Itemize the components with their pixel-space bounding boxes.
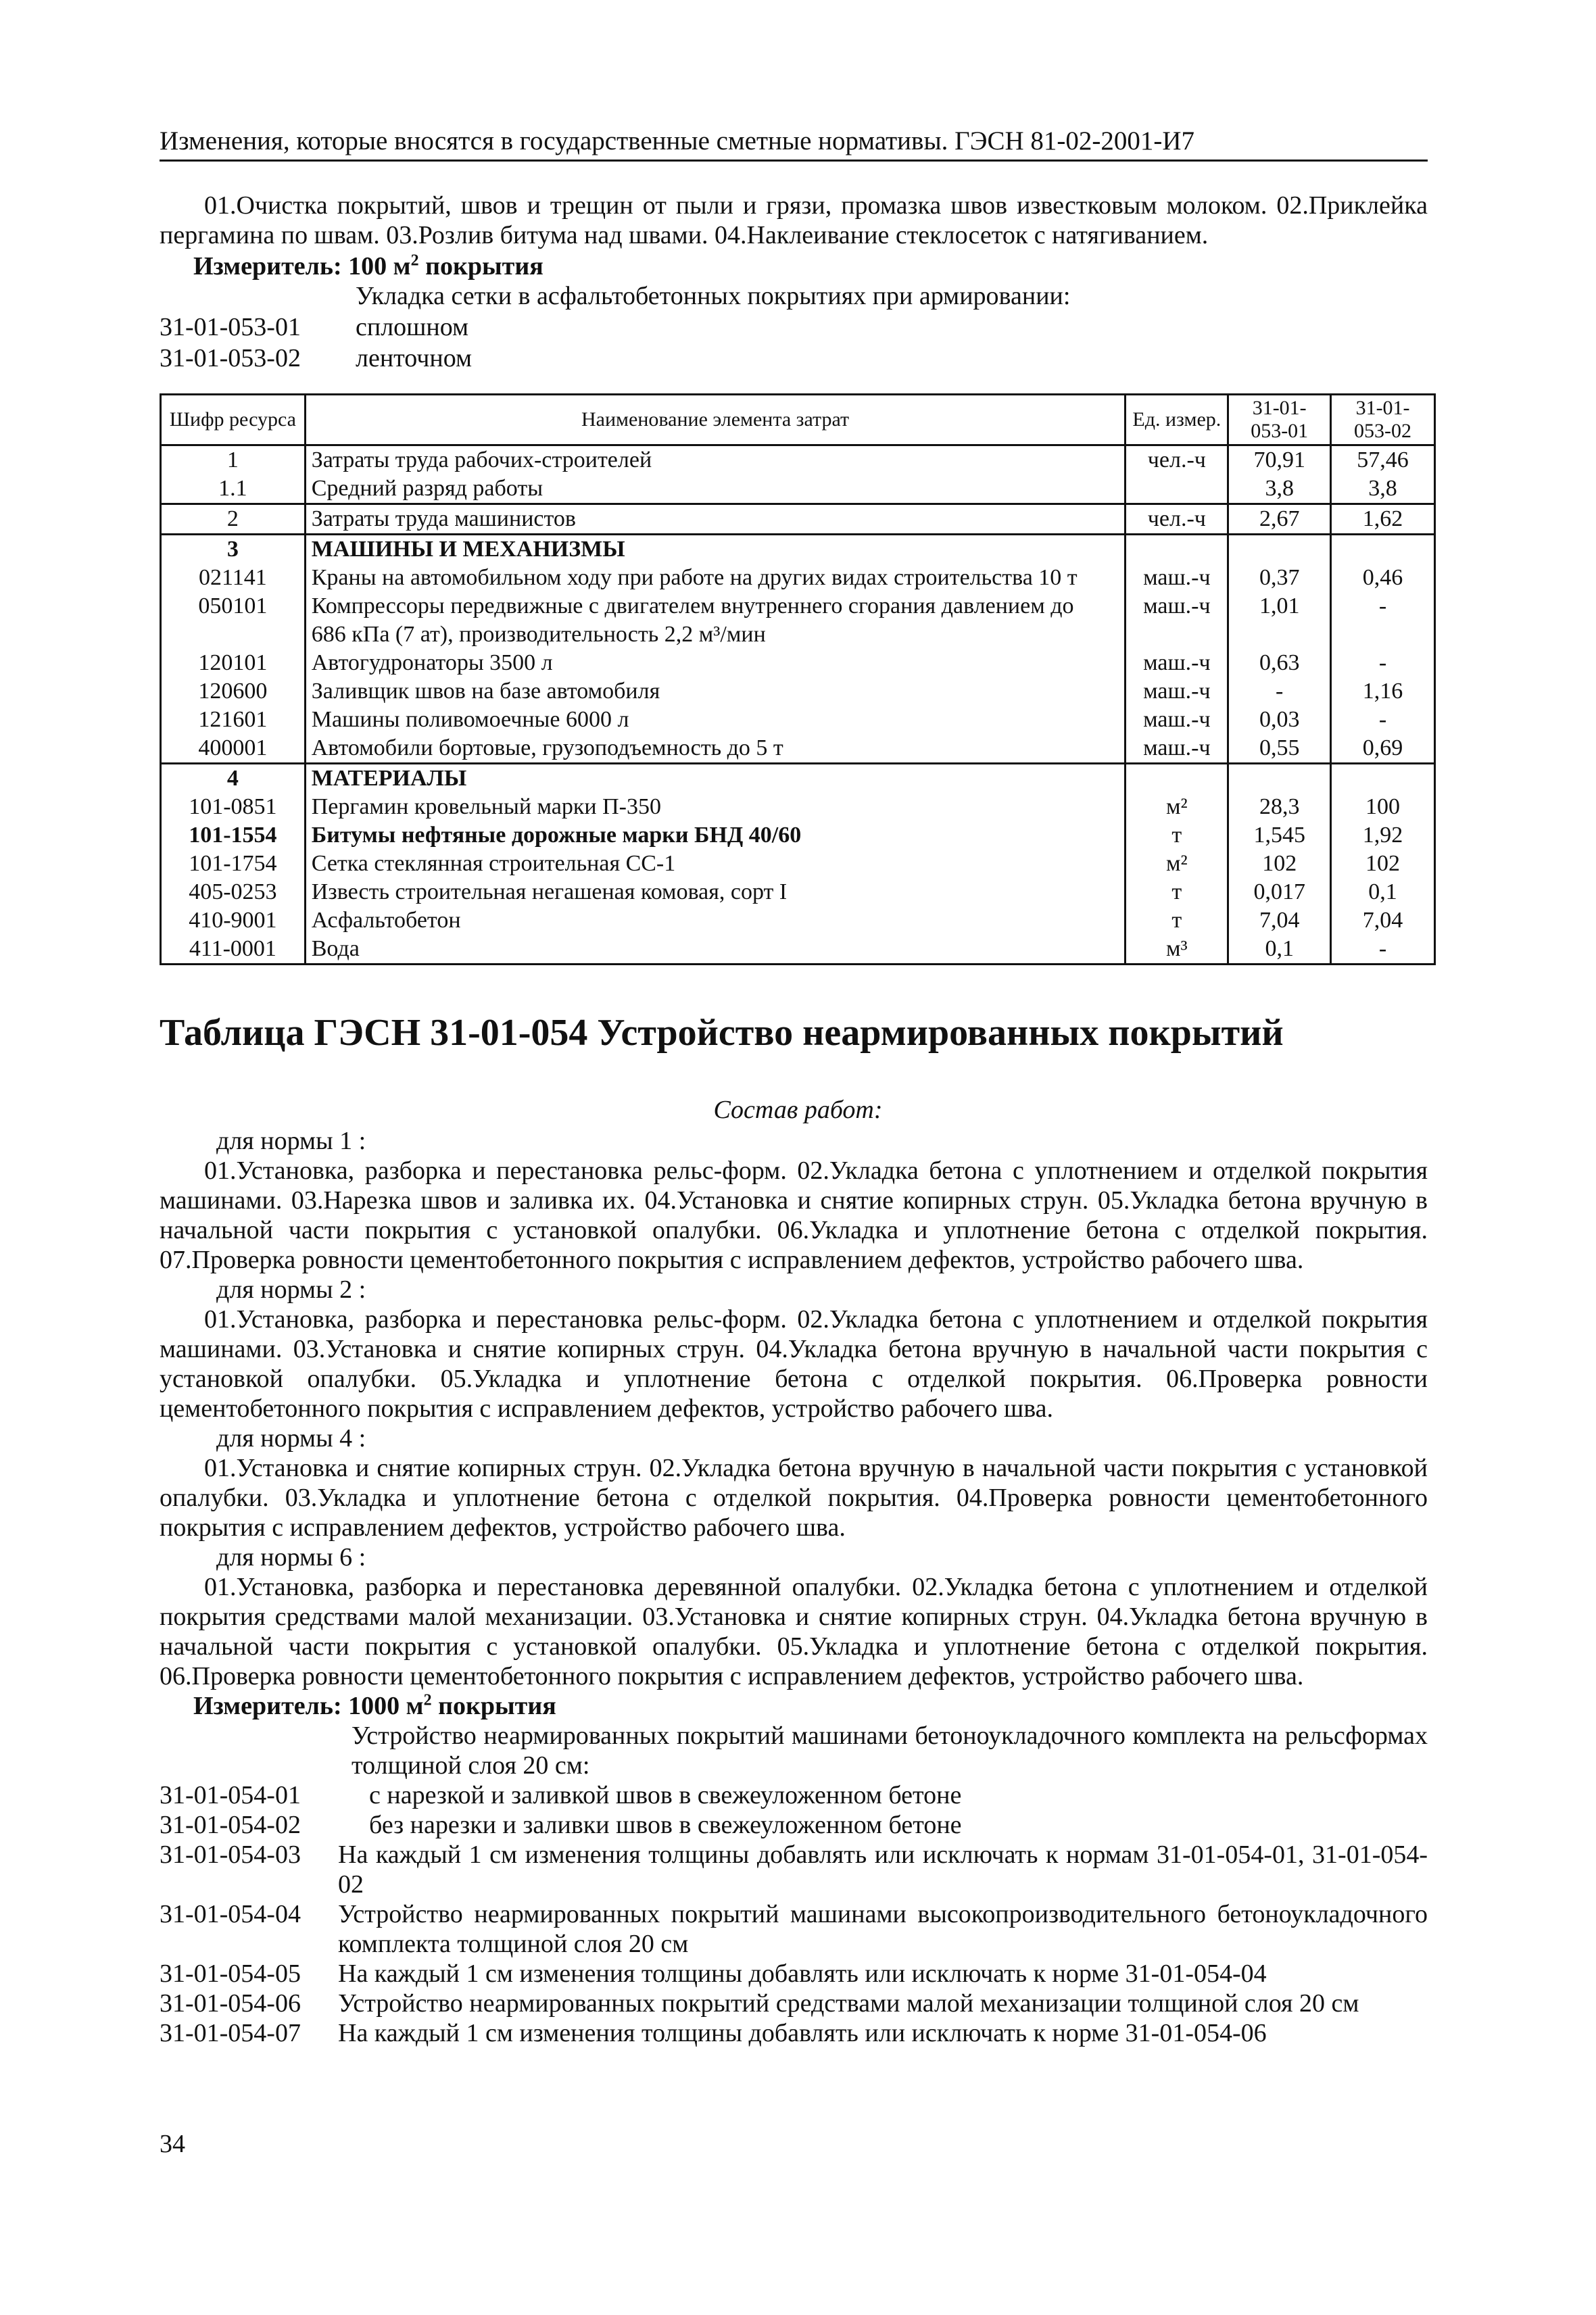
code-row	[160, 1810, 1428, 1840]
cell-value-1: 3,8	[1228, 474, 1331, 504]
code-row	[160, 312, 468, 342]
measure-value: 1000 м	[348, 1692, 424, 1720]
table-body	[161, 445, 1435, 965]
table-row	[161, 935, 1435, 965]
cell-value-2: -	[1331, 592, 1435, 620]
table-row	[161, 706, 1435, 734]
measure-rest: покрытия	[418, 252, 543, 281]
cell-unit: маш.-ч	[1126, 649, 1228, 677]
table-row	[161, 564, 1435, 592]
cell-value-1: 28,3	[1228, 793, 1331, 821]
cell-value-1: 102	[1228, 850, 1331, 878]
code: 31-01-054-05	[160, 1959, 301, 1988]
cell-name: Заливщик швов на базе автомобиля	[305, 677, 1126, 706]
cell-value-1: 1,545	[1228, 821, 1331, 850]
cell-value-2: 57,46	[1331, 445, 1435, 475]
group-title-1: Укладка сетки в асфальтобетонных покрытиях при армировании:	[356, 282, 1071, 310]
cell-value-1: 1,01	[1228, 592, 1331, 620]
cell-code: 101-0851	[161, 793, 306, 821]
cell-unit: м²	[1126, 850, 1228, 878]
cell-code: 101-1554	[161, 821, 306, 850]
cell-value-1	[1228, 620, 1331, 649]
cell-name: Известь строительная негашеная комовая, сорт I	[305, 878, 1126, 906]
norm-text: 01.Установка, разборка и перестановка рельс-форм. 02.Укладка бетона с уплотнением и отделкой покрытия машинами. 03.Установка и снятие копирных струн. 04.Укладка бетона вручную в начальной части покрытия с установкой опалубки. 05.Укладка и уплотнение бетона с отделкой покрытия. 06.Проверка ровности цементобетонного покрытия с исправлением дефектов, устройство рабочего шва.	[160, 1305, 1428, 1423]
measure-rest: покрытия	[431, 1692, 556, 1720]
cell-value-2: 3,8	[1331, 474, 1435, 504]
cell-value-1	[1228, 535, 1331, 564]
cell-unit: т	[1126, 878, 1228, 906]
code: 31-01-054-02	[160, 1811, 301, 1839]
code: 31-01-054-04	[160, 1900, 301, 1928]
cell-unit: чел.-ч	[1126, 445, 1228, 475]
cell-code: 1	[161, 445, 306, 475]
cell-code: 400001	[161, 734, 306, 764]
cell-name: Вода	[305, 935, 1126, 965]
cell-code	[161, 620, 306, 649]
table-row	[161, 793, 1435, 821]
page-number: 34	[160, 2130, 185, 2158]
cell-name: Сетка стеклянная строительная СС-1	[305, 850, 1126, 878]
cell-value-2: 100	[1331, 793, 1435, 821]
cell-name: Средний разряд работы	[305, 474, 1126, 504]
code-desc: сплошном	[356, 313, 469, 341]
norm-text: 01.Установка, разборка и перестановка деревянной опалубки. 02.Укладка бетона с уплотнением и отделкой покрытия средствами малой механизации. 03.Установка и снятие копирных струн. 04.Укладка бетона вручную в начальной части покрытия с установкой опалубки. 05.Укладка и уплотнение бетона с отделкой покрытия. 06.Проверка ровности цементобетонного покрытия с исправлением дефектов, устройство рабочего шва.	[160, 1573, 1428, 1690]
cell-code: 411-0001	[161, 935, 306, 965]
cell-name: МАШИНЫ И МЕХАНИЗМЫ	[305, 535, 1126, 564]
table-row	[161, 649, 1435, 677]
code: 31-01-054-06	[160, 1989, 301, 2018]
table-row	[161, 677, 1435, 706]
composition-title: Состав работ:	[713, 1096, 883, 1124]
cell-code: 410-9001	[161, 906, 306, 935]
cell-unit	[1126, 535, 1228, 564]
cell-name: Битумы нефтяные дорожные марки БНД 40/60	[305, 821, 1126, 850]
cell-value-2: -	[1331, 649, 1435, 677]
cell-value-1: 0,1	[1228, 935, 1331, 965]
table-row	[161, 592, 1435, 620]
cell-value-2: -	[1331, 935, 1435, 965]
cell-unit: маш.-ч	[1126, 677, 1228, 706]
table-row	[161, 535, 1435, 564]
cell-value-1: 0,55	[1228, 734, 1331, 764]
code-desc: На каждый 1 см изменения толщины добавлять или исключать к норме 31-01-054-04	[338, 1959, 1267, 1988]
cell-name: 686 кПа (7 ат), производительность 2,2 м³/мин	[305, 620, 1126, 649]
cell-code: 021141	[161, 564, 306, 592]
table-row	[161, 878, 1435, 906]
table-row	[161, 764, 1435, 794]
cell-name: Краны на автомобильном ходу при работе на других видах строительства 10 т	[305, 564, 1126, 592]
header-col1: 31-01-053-01	[1228, 395, 1331, 445]
cell-name: Пергамин кровельный марки П-350	[305, 793, 1126, 821]
code-row	[160, 1959, 1428, 1989]
code: 31-01-054-07	[160, 2019, 301, 2047]
code-desc: Устройство неармированных покрытий машинами высокопроизводительного бетоноукладочного комплекта толщиной слоя 20 см	[338, 1900, 1428, 1958]
code: 31-01-054-03	[160, 1841, 301, 1869]
cell-name: Машины поливомоечные 6000 л	[305, 706, 1126, 734]
cell-value-1: -	[1228, 677, 1331, 706]
cell-name: Компрессоры передвижные с двигателем внутреннего сгорания давлением до	[305, 592, 1126, 620]
cell-unit: чел.-ч	[1126, 504, 1228, 535]
cell-unit: м²	[1126, 793, 1228, 821]
running-header: Изменения, которые вносятся в государственные сметные нормативы. ГЭСН 81-02-2001-И7	[160, 126, 1428, 162]
cell-value-2: -	[1331, 706, 1435, 734]
measure-value: 100 м	[348, 252, 411, 281]
cell-value-2: 1,16	[1331, 677, 1435, 706]
cell-unit	[1126, 764, 1228, 794]
cell-code: 3	[161, 535, 306, 564]
cell-unit: т	[1126, 821, 1228, 850]
cell-value-1	[1228, 764, 1331, 794]
norm-text: 01.Установка и снятие копирных струн. 02.Укладка бетона вручную в начальной части покрытия с установкой опалубки. 03.Укладка и уплотнение бетона с отделкой покрытия. 04.Проверка ровности цементобетонного покрытия с исправлением дефектов, устройство рабочего шва.	[160, 1454, 1428, 1542]
code-row	[160, 1780, 1428, 1810]
cell-value-1: 70,91	[1228, 445, 1331, 475]
cell-code: 101-1754	[161, 850, 306, 878]
table-row	[161, 474, 1435, 504]
code: 31-01-054-01	[160, 1781, 301, 1809]
norm-label: для нормы 1 :	[216, 1127, 366, 1155]
code-desc: Устройство неармированных покрытий средствами малой механизации толщиной слоя 20 см	[338, 1989, 1359, 2018]
header-col2: 31-01-053-02	[1331, 395, 1435, 445]
table-row	[161, 445, 1435, 475]
cell-code: 4	[161, 764, 306, 794]
code: 31-01-053-02	[160, 344, 301, 372]
measure-sup: 2	[410, 251, 419, 270]
code-row	[160, 343, 472, 373]
cell-name: Затраты труда машинистов	[305, 504, 1126, 535]
cell-code: 2	[161, 504, 306, 535]
cell-value-1: 0,017	[1228, 878, 1331, 906]
resource-table	[160, 393, 1436, 965]
header-code: Шифр ресурса	[161, 395, 306, 445]
cell-code: 405-0253	[161, 878, 306, 906]
cell-name: Затраты труда рабочих-строителей	[305, 445, 1126, 475]
cell-unit: маш.-ч	[1126, 564, 1228, 592]
header-name: Наименование элемента затрат	[305, 395, 1126, 445]
cell-value-2: 7,04	[1331, 906, 1435, 935]
cell-name: Автогудронаторы 3500 л	[305, 649, 1126, 677]
cell-value-2: 1,92	[1331, 821, 1435, 850]
intro-paragraph: 01.Очистка покрытий, швов и трещин от пыли и грязи, промазка швов известковым молоком. 02.Приклейка пергамина по швам. 03.Розлив битума над швами. 04.Наклеивание стеклосеток с натягиванием.	[160, 191, 1428, 249]
code-desc: с нарезкой и заливкой швов в свежеуложенном бетоне	[369, 1781, 962, 1809]
measure-line-2	[160, 1691, 1428, 1721]
code: 31-01-053-01	[160, 313, 301, 341]
norm-label: для нормы 4 :	[216, 1424, 366, 1453]
table-header-row	[161, 395, 1435, 445]
cell-name: МАТЕРИАЛЫ	[305, 764, 1126, 794]
cell-value-2: 0,46	[1331, 564, 1435, 592]
norm-label: для нормы 2 :	[216, 1275, 366, 1304]
cell-value-2: 0,1	[1331, 878, 1435, 906]
measure-sup: 2	[423, 1691, 432, 1709]
cell-unit: т	[1126, 906, 1228, 935]
cell-value-2: 102	[1331, 850, 1435, 878]
cell-code: 120600	[161, 677, 306, 706]
cell-unit: маш.-ч	[1126, 592, 1228, 620]
section-title: Таблица ГЭСН 31-01-054 Устройство неармированных покрытий	[160, 1012, 1284, 1054]
measure-line-1	[160, 251, 1461, 281]
group-title-2: Устройство неармированных покрытий машинами бетоноукладочного комплекта на рельсформах толщиной слоя 20 см:	[352, 1722, 1428, 1780]
norm-text: 01.Установка, разборка и перестановка рельс-форм. 02.Укладка бетона с уплотнением и отделкой покрытия машинами. 03.Нарезка швов и заливка их. 04.Установка и снятие копирных струн. 05.Укладка бетона вручную в начальной части покрытия с установкой опалубки. 06.Укладка и уплотнение бетона с отделкой покрытия. 07.Проверка ровности цементобетонного покрытия с исправлением дефектов, устройство рабочего шва.	[160, 1156, 1428, 1274]
cell-value-2	[1331, 764, 1435, 794]
cell-unit: маш.-ч	[1126, 734, 1228, 764]
cell-code: 121601	[161, 706, 306, 734]
cell-value-2	[1331, 620, 1435, 649]
code-row	[160, 2018, 1428, 2048]
cell-value-2	[1331, 535, 1435, 564]
table-row	[161, 734, 1435, 764]
cell-value-1: 2,67	[1228, 504, 1331, 535]
cell-name: Асфальтобетон	[305, 906, 1126, 935]
cell-name: Автомобили бортовые, грузоподъемность до 5 т	[305, 734, 1126, 764]
cell-code: 120101	[161, 649, 306, 677]
cell-unit	[1126, 620, 1228, 649]
code-desc: На каждый 1 см изменения толщины добавлять или исключать к норме 31-01-054-06	[338, 2019, 1267, 2047]
table-row	[161, 821, 1435, 850]
header-unit: Ед. измер.	[1126, 395, 1228, 445]
code-desc: без нарезки и заливки швов в свежеуложенном бетоне	[369, 1811, 962, 1839]
code-row	[160, 1989, 1428, 2018]
cell-value-1: 0,03	[1228, 706, 1331, 734]
table-row	[161, 620, 1435, 649]
code-desc: ленточном	[356, 344, 473, 372]
table-row	[161, 906, 1435, 935]
cell-value-2: 0,69	[1331, 734, 1435, 764]
cell-value-1: 0,63	[1228, 649, 1331, 677]
cell-code: 1.1	[161, 474, 306, 504]
code-row	[160, 1899, 1428, 1959]
measure-label: Измеритель:	[193, 252, 342, 281]
code-row	[160, 1840, 1428, 1899]
cell-value-1: 7,04	[1228, 906, 1331, 935]
codes-list-2	[160, 1780, 1428, 2048]
table-row	[161, 504, 1435, 535]
cell-value-1: 0,37	[1228, 564, 1331, 592]
code-desc: На каждый 1 см изменения толщины добавлять или исключать к нормам 31-01-054-01, 31-01-054-02	[338, 1841, 1428, 1899]
cell-unit	[1126, 474, 1228, 504]
cell-code: 050101	[161, 592, 306, 620]
norms-block	[160, 1126, 1428, 2048]
table-row	[161, 850, 1435, 878]
norm-label: для нормы 6 :	[216, 1543, 366, 1571]
measure-label: Измеритель:	[193, 1692, 342, 1720]
cell-unit: маш.-ч	[1126, 706, 1228, 734]
cell-value-2: 1,62	[1331, 504, 1435, 535]
cell-unit: м³	[1126, 935, 1228, 965]
